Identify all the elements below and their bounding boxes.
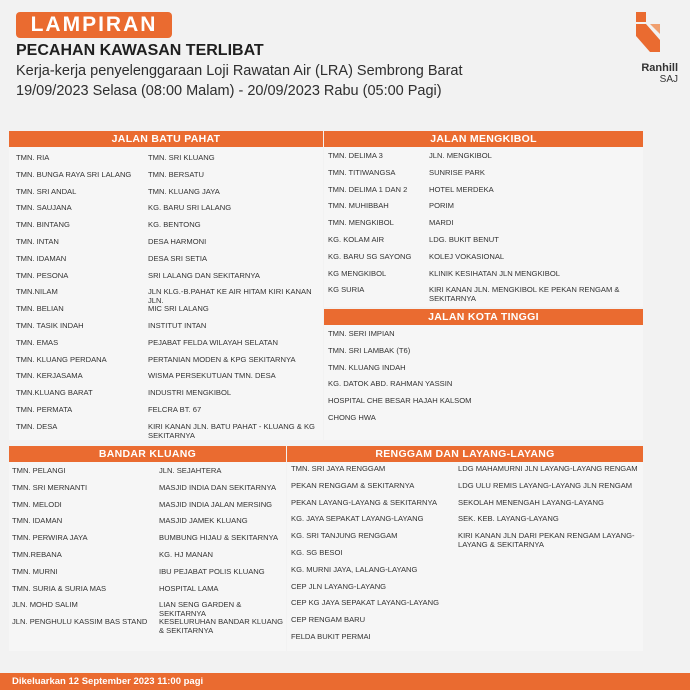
list-item: KG. HJ MANAN <box>159 550 214 559</box>
list-item: HOSPITAL LAMA <box>159 583 219 593</box>
list-item: SEKOLAH MENENGAH LAYANG-LAYANG <box>458 497 604 507</box>
list-item: TMN. IDAMAN <box>16 253 67 263</box>
list-item: KESELURUHAN BANDAR KLUANG & SEKITARNYA <box>159 617 284 636</box>
list-item: SRI LALANG DAN SEKITARNYA <box>148 270 260 280</box>
list-item: TMN. KLUANG PERDANA <box>16 354 107 364</box>
list-item: LIAN SENG GARDEN & SEKITARNYA <box>159 600 242 619</box>
list-item: KOLEJ VOKASIONAL <box>429 251 505 261</box>
list-item: KG. BARU SG SAYONG <box>328 251 412 261</box>
list-item: TMN. PESONA <box>16 270 69 280</box>
bandar-kluang-list <box>9 462 286 651</box>
list-item: TMN. TASIK INDAH <box>16 321 84 330</box>
section-title-renggam: RENGGAM DAN LAYANG-LAYANG <box>287 446 643 462</box>
list-item: PERTANIAN MODEN & KPG SEKITARNYA <box>148 354 296 364</box>
list-item: KG. BARU SRI LALANG <box>148 203 232 213</box>
list-item: TMN. EMAS <box>16 337 59 347</box>
list-item: CEP RENGAM BARU <box>291 615 366 625</box>
list-item: TMN. KLUANG INDAH <box>328 362 406 372</box>
issued-footer: Dikeluarkan 12 September 2023 11:00 pagi <box>0 673 690 690</box>
section-title-kota-tinggi: JALAN KOTA TINGGI <box>324 309 643 325</box>
mengkibol-list <box>324 147 643 307</box>
list-item: TMN. SRI LAMBAK (T6) <box>328 345 411 355</box>
ranhill-logo <box>618 12 678 85</box>
section-title-mengkibol: JALAN MENGKIBOL <box>324 131 643 147</box>
list-item: TMN. SAUJANA <box>16 203 72 213</box>
list-item: JLN. MENGKIBOL <box>429 151 492 160</box>
list-item: KG. DATOK ABD. RAHMAN YASSIN <box>328 379 453 389</box>
list-item: HOSPITAL CHE BESAR HAJAH KALSOM <box>328 396 472 406</box>
list-item: LDG ULU REMIS LAYANG-LAYANG JLN RENGAM <box>458 480 633 490</box>
list-item: KLINIK KESIHATAN JLN MENGKIBOL <box>429 268 560 278</box>
list-item: KG MENGKIBOL <box>328 268 387 278</box>
list-item: DESA HARMONI <box>148 237 207 246</box>
work-description: Kerja-kerja penyelenggaraan Loji Rawatan Air (LRA) Sembrong Barat <box>16 63 463 79</box>
list-item: LDG MAHAMURNI JLN LAYANG-LAYANG RENGAM <box>458 464 638 473</box>
list-item: MASJID JAMEK KLUANG <box>159 516 248 526</box>
list-item: TMN. PERWIRA JAYA <box>12 533 88 543</box>
list-item: TMN. KLUANG JAYA <box>148 186 220 196</box>
list-item: PEKAN LAYANG-LAYANG & SEKITARNYA <box>291 497 438 507</box>
renggam-list <box>287 462 643 651</box>
list-item: FELDA BUKIT PERMAI <box>291 632 371 641</box>
list-item: IBU PEJABAT POLIS KLUANG <box>159 566 265 576</box>
list-item: TMN. BELIAN <box>16 304 64 314</box>
list-item: CHONG HWA <box>328 413 376 422</box>
list-item: MIC SRI LALANG <box>148 304 209 314</box>
panel-kota-tinggi <box>324 309 643 440</box>
brand-sub: SAJ <box>659 74 678 85</box>
list-item: LDG. BUKIT BENUT <box>429 235 499 244</box>
panel-batu-pahat <box>9 131 323 440</box>
schedule-line: 19/09/2023 Selasa (08:00 Malam) - 20/09/2023 Rabu (05:00 Pagi) <box>16 83 442 99</box>
list-item: TMN. IDAMAN <box>12 516 63 526</box>
list-item: TMN. DELIMA 1 DAN 2 <box>328 184 408 194</box>
list-item: JLN. SEJAHTERA <box>159 466 222 475</box>
list-item: TMN. TITIWANGSA <box>328 167 396 177</box>
list-item: TMN.KLUANG BARAT <box>16 388 93 398</box>
list-item: TMN. SRI JAYA RENGGAM <box>291 464 386 473</box>
list-item: JLN. PENGHULU KASSIM BAS STAND <box>12 617 148 627</box>
list-item: TMN. INTAN <box>16 237 59 246</box>
list-item: KIRI KANAN JLN. BATU PAHAT - KLUANG & KG SEKITARNYA <box>148 421 315 440</box>
list-item: TMN. BERSATU <box>148 169 204 179</box>
list-item: TMN. RIA <box>16 153 50 162</box>
list-item: KG. SG BESOI <box>291 548 343 557</box>
list-item: TMN. SRI ANDAL <box>16 186 77 196</box>
list-item: TMN. MUHIBBAH <box>328 201 389 211</box>
lampiran-badge: LAMPIRAN <box>16 12 172 38</box>
ranhill-logo-icon <box>636 12 662 54</box>
list-item: WISMA PERSEKUTUAN TMN. DESA <box>148 371 276 381</box>
list-item: TMN. SURIA & SURIA MAS <box>12 583 107 593</box>
list-item: TMN. KERJASAMA <box>16 371 83 381</box>
list-item: KIRI KANAN JLN. MENGKIBOL KE PEKAN RENGAM & SEKITARNYA <box>429 285 620 304</box>
list-item: TMN. SRI MERNANTI <box>12 482 88 492</box>
list-item: KG. MURNI JAYA, LALANG-LAYANG <box>291 564 418 574</box>
list-item: MASJID INDIA DAN SEKITARNYA <box>159 482 277 492</box>
list-item: MARDI <box>429 218 454 228</box>
list-item: KG. KOLAM AIR <box>328 235 385 244</box>
list-item: INSTITUT INTAN <box>148 321 207 330</box>
list-item: TMN. MELODI <box>12 499 62 509</box>
list-item: JLN KLG.-B.PAHAT KE AIR HITAM KIRI KANAN JLN. <box>148 287 312 306</box>
list-item: JLN. MOHD SALIM <box>12 600 78 610</box>
list-item: TMN. MURNI <box>12 566 58 576</box>
list-item: KG. SRI TANJUNG RENGGAM <box>291 531 398 541</box>
list-item: MASJID INDIA JALAN MERSING <box>159 499 273 509</box>
list-item: BUMBUNG HIJAU & SEKITARNYA <box>159 533 279 543</box>
list-item: TMN. SERI IMPIAN <box>328 329 395 338</box>
list-item: KG SURIA <box>328 285 365 295</box>
list-item: SEK. KEB. LAYANG-LAYANG <box>458 514 559 524</box>
kota-tinggi-list <box>324 325 643 440</box>
list-item: INDUSTRI MENGKIBOL <box>148 388 232 398</box>
list-item: FELCRA BT. 67 <box>148 405 202 414</box>
section-title-bandar-kluang: BANDAR KLUANG <box>9 446 286 462</box>
list-item: TMN. MENGKIBOL <box>328 218 394 228</box>
list-item: TMN. PELANGI <box>12 466 66 475</box>
panel-renggam <box>287 446 643 651</box>
list-item: PORIM <box>429 201 454 211</box>
list-item: TMN. BUNGA RAYA SRI LALANG <box>16 169 132 179</box>
list-item: TMN. BINTANG <box>16 220 70 230</box>
list-item: DESA SRI SETIA <box>148 253 208 263</box>
panel-mengkibol <box>324 131 643 307</box>
list-item: TMN. PERMATA <box>16 405 73 414</box>
list-item: SUNRISE PARK <box>429 167 485 177</box>
list-item: KIRI KANAN JLN DARI PEKAN RENGAM LAYANG-LAYANG & SEKITARNYA <box>458 531 635 550</box>
list-item: PEKAN RENGGAM & SEKITARNYA <box>291 480 415 490</box>
page-title: PECAHAN KAWASAN TERLIBAT <box>16 42 264 59</box>
list-item: KG. JAYA SEPAKAT LAYANG-LAYANG <box>291 514 424 524</box>
brand-name: Ranhill <box>641 62 678 74</box>
list-item: PEJABAT FELDA WILAYAH SELATAN <box>148 337 278 347</box>
list-item: TMN. SRI KLUANG <box>148 153 215 162</box>
list-item: HOTEL MERDEKA <box>429 184 494 194</box>
batu-pahat-list <box>9 147 323 440</box>
list-item: TMN. DELIMA 3 <box>328 151 383 160</box>
section-title-batu-pahat: JALAN BATU PAHAT <box>9 131 323 147</box>
list-item: TMN.REBANA <box>12 550 62 559</box>
list-item: KG. BENTONG <box>148 220 201 230</box>
panel-bandar-kluang <box>9 446 286 651</box>
list-item: TMN.NILAM <box>16 287 58 297</box>
list-item: TMN. DESA <box>16 421 58 431</box>
list-item: CEP JLN LAYANG-LAYANG <box>291 581 387 591</box>
list-item: CEP KG JAYA SEPAKAT LAYANG-LAYANG <box>291 598 439 608</box>
